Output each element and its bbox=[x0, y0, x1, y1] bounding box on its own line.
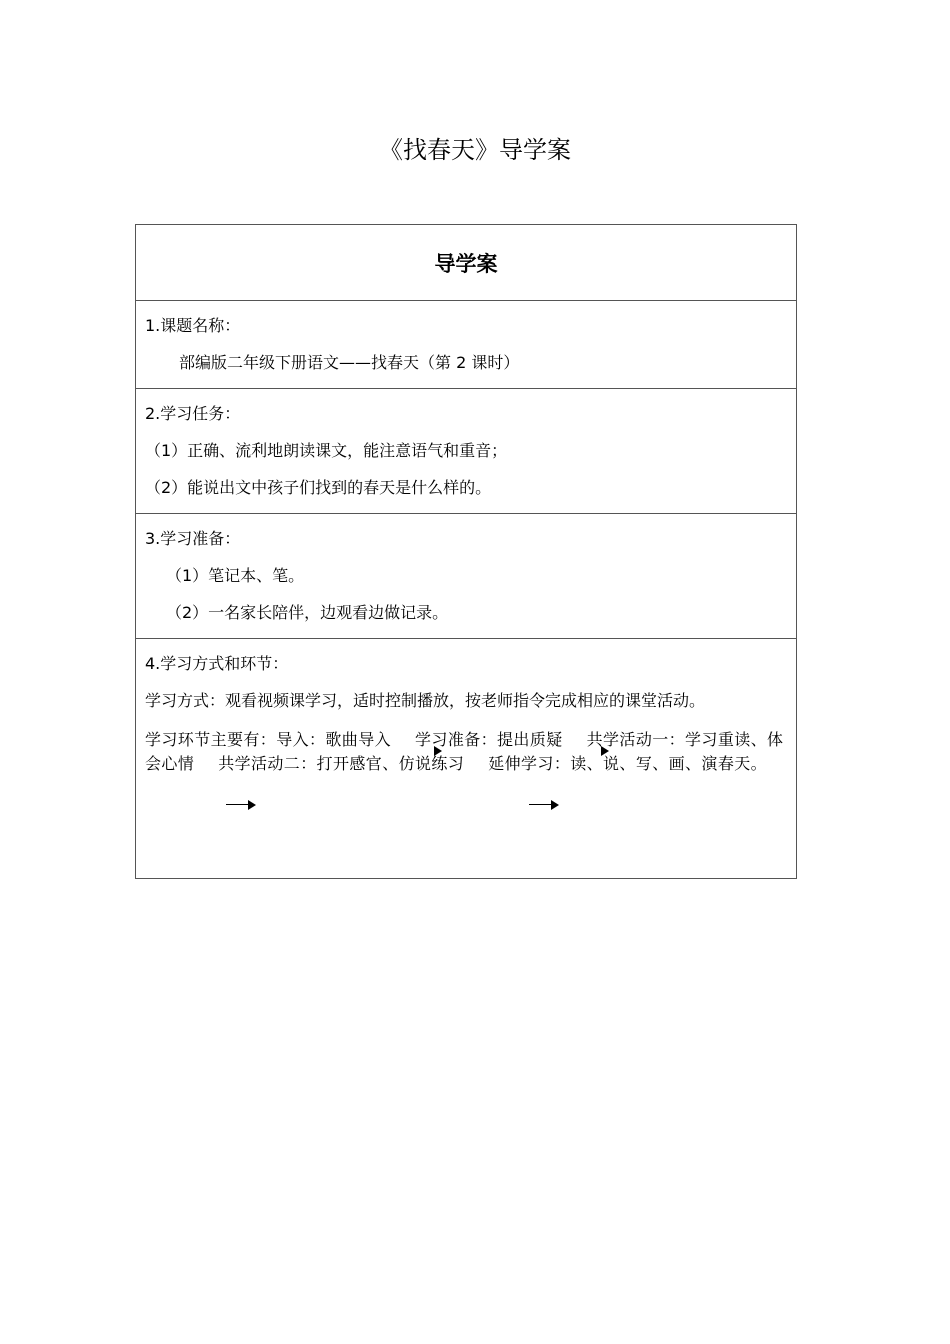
step-item: 共学活动二：打开感官、仿说练习 bbox=[218, 754, 465, 773]
section-preparation-item: （1）笔记本、笔。 bbox=[166, 566, 305, 585]
arrow-right-icon bbox=[599, 746, 611, 756]
section-method bbox=[136, 639, 796, 879]
section-tasks-label: 2.学习任务： bbox=[145, 404, 241, 423]
section-topic bbox=[136, 301, 796, 389]
section-preparation bbox=[136, 514, 796, 639]
steps-intro: 学习环节主要有：导入：歌曲导入 bbox=[145, 730, 392, 749]
section-method-text: 学习方式：观看视频课学习，适时控制播放，按老师指令完成相应的课堂活动。 bbox=[145, 691, 706, 710]
table-header-row bbox=[136, 225, 796, 301]
page-title: 《找春天》导学案 bbox=[379, 136, 571, 164]
section-preparation-item: （2）一名家长陪伴，边观看边做记录。 bbox=[166, 603, 449, 622]
arrow-right-icon bbox=[529, 800, 559, 810]
section-topic-label: 1.课题名称： bbox=[145, 316, 241, 335]
step-item: 学习准备：提出质疑 bbox=[415, 730, 563, 749]
study-plan-table bbox=[135, 224, 797, 879]
section-method-steps bbox=[145, 728, 793, 776]
section-method-label: 4.学习方式和环节： bbox=[145, 654, 289, 673]
section-preparation-label: 3.学习准备： bbox=[145, 529, 241, 548]
section-topic-line: 部编版二年级下册语文——找春天（第 2 课时） bbox=[179, 353, 520, 372]
section-tasks-item: （2）能说出文中孩子们找到的春天是什么样的。 bbox=[145, 478, 492, 497]
step-item: 共学活动一：学习重读、体会心情 bbox=[145, 730, 784, 773]
section-tasks bbox=[136, 389, 796, 514]
step-item: 延伸学习：读、说、写、画、演春天。 bbox=[488, 754, 768, 773]
table-heading: 导学案 bbox=[434, 252, 498, 276]
arrow-right-icon bbox=[432, 746, 444, 756]
arrow-right-icon bbox=[226, 800, 256, 810]
section-tasks-item: （1）正确、流利地朗读课文，能注意语气和重音； bbox=[145, 441, 508, 460]
